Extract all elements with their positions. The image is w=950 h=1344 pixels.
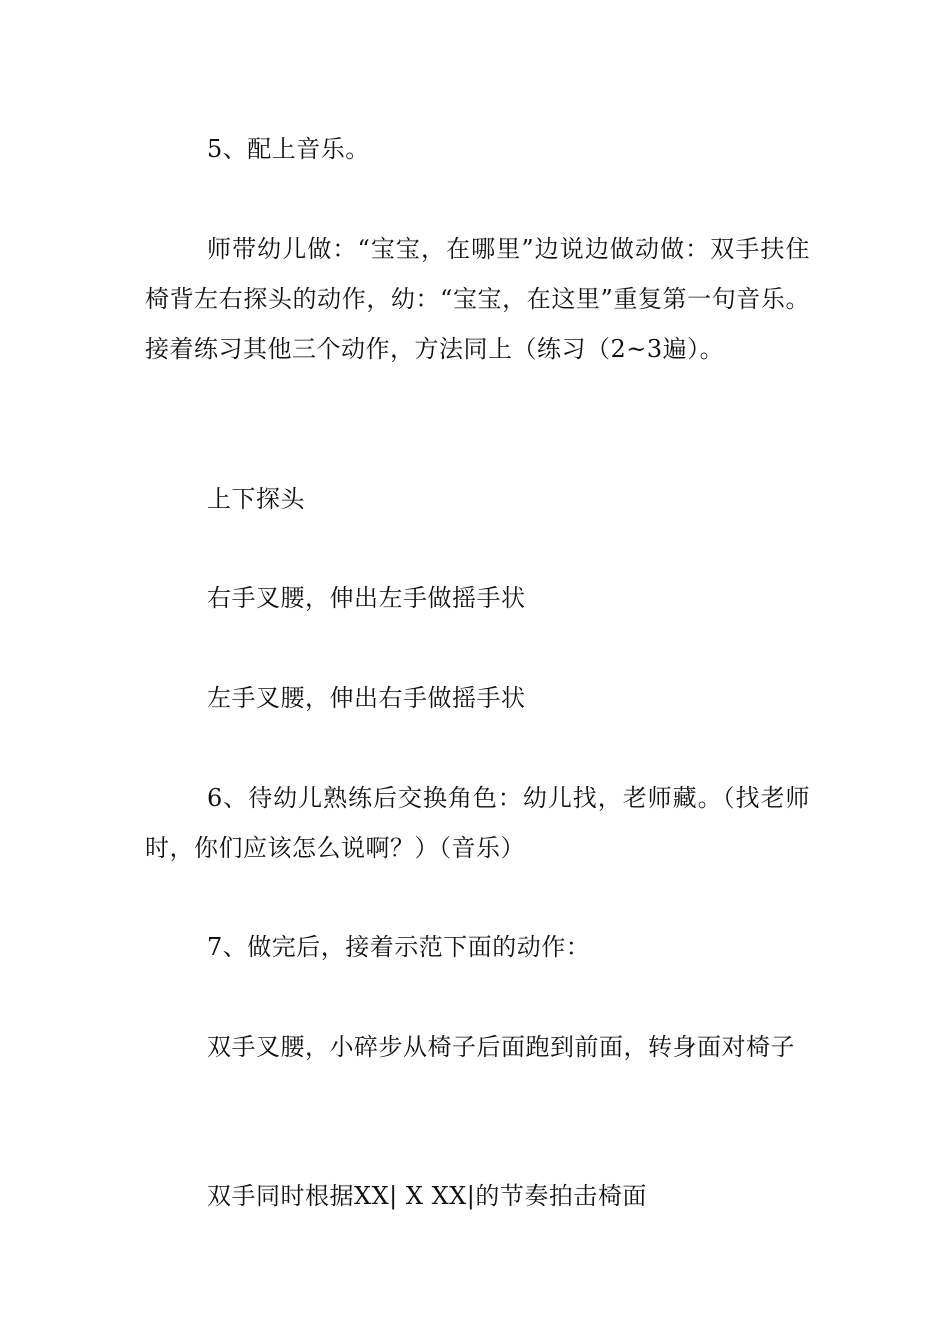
paragraph-rhythm-clap: 双手同时根据XX| X XX|的节奏拍击椅面 [207,1182,647,1210]
paragraph-up-down-peek: 上下探头 [207,485,305,513]
paragraph-left-hand-hip: 左手叉腰，伸出右手做摇手状 [207,684,526,712]
paragraph-step-6: 6、待幼儿熟练后交换角色：幼儿找，老师藏。（找老师时，你们应该怎么说啊？）（音乐） [145,784,810,862]
paragraph-step-7: 7、做完后，接着示范下面的动作： [207,933,591,961]
paragraph-step-5: 5、配上音乐。 [207,135,370,163]
paragraph-teacher-demo: 师带幼儿做：“宝宝，在哪里”边说边做动做：双手扶住椅背左右探头的动作，幼：“宝宝，在这里”重复第一句音乐。接着练习其他三个动作，方法同上（练习（2~3遍）。 [145,235,810,363]
paragraph-right-hand-hip: 右手叉腰，伸出左手做摇手状 [207,584,526,612]
paragraph-small-steps: 双手叉腰，小碎步从椅子后面跑到前面，转身面对椅子 [207,1033,795,1061]
